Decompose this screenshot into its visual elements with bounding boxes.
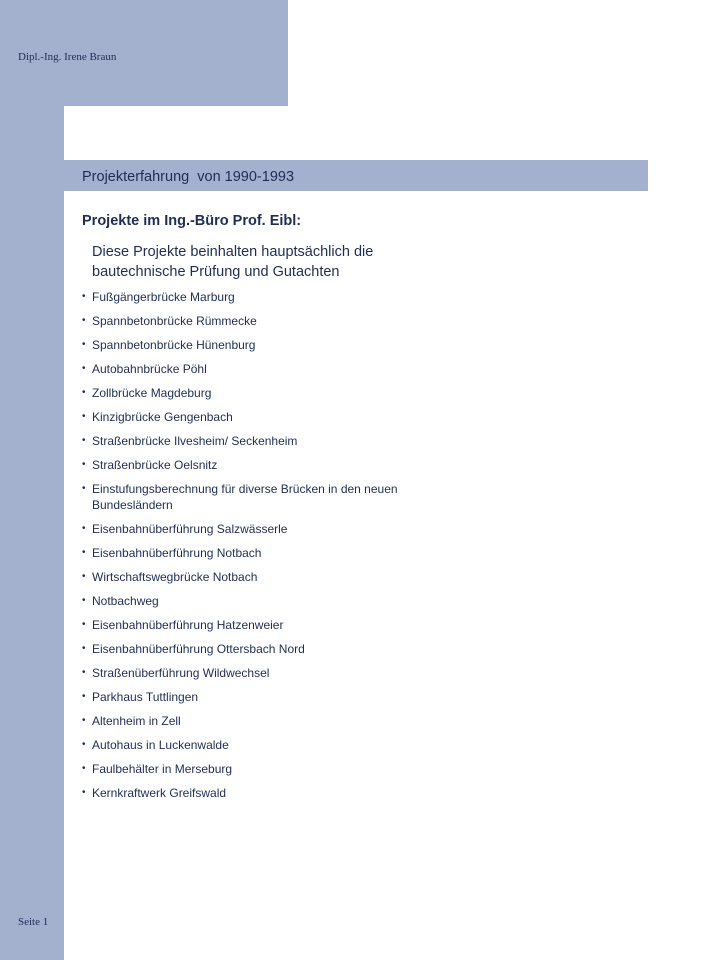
bullet-icon: •	[82, 291, 86, 302]
bullet-icon: •	[82, 483, 86, 494]
list-item	[82, 761, 454, 777]
list-item	[82, 289, 454, 305]
bullet-icon: •	[82, 339, 86, 350]
list-item-label: Spannbetonbrücke Rümmecke	[92, 314, 257, 328]
list-item	[82, 689, 454, 705]
section-heading: Projekte im Ing.-Büro Prof. Eibl:	[82, 213, 302, 229]
page-number: Seite 1	[18, 916, 49, 928]
intro-line-2: bautechnische Prüfung und Gutachten	[92, 264, 340, 280]
list-item	[82, 337, 454, 353]
bullet-icon: •	[82, 363, 86, 374]
bullet-icon: •	[82, 547, 86, 558]
list-item-label: Autobahnbrücke Pöhl	[92, 362, 207, 376]
title-band	[64, 160, 648, 191]
list-item-label: Zollbrücke Magdeburg	[92, 386, 212, 400]
list-item-label: Kinzigbrücke Gengenbach	[92, 410, 233, 424]
list-item	[82, 617, 454, 633]
bullet-icon: •	[82, 787, 86, 798]
bullet-icon: •	[82, 435, 86, 446]
bullet-icon: •	[82, 667, 86, 678]
list-item	[82, 713, 454, 729]
bullet-icon: •	[82, 691, 86, 702]
list-item	[82, 521, 454, 537]
author-name: Dipl.-Ing. Irene Braun	[18, 51, 117, 63]
project-list	[82, 289, 454, 809]
list-item-label: Einstufungsberechnung für diverse Brücken in den neuen Bundesländern	[92, 482, 398, 512]
list-item	[82, 433, 454, 449]
list-item	[82, 545, 454, 561]
list-item-label: Eisenbahnüberführung Salzwässerle	[92, 522, 288, 536]
list-item	[82, 385, 454, 401]
list-item-label: Eisenbahnüberführung Notbach	[92, 546, 262, 560]
list-item-label: Straßenüberführung Wildwechsel	[92, 666, 270, 680]
side-bar	[0, 0, 64, 960]
bullet-icon: •	[82, 643, 86, 654]
intro-line-1: Diese Projekte beinhalten hauptsächlich die	[92, 244, 374, 260]
bullet-icon: •	[82, 715, 86, 726]
list-item	[82, 785, 454, 801]
decorative-curve	[64, 106, 124, 160]
list-item-label: Parkhaus Tuttlingen	[92, 690, 199, 704]
list-item	[82, 737, 454, 753]
bullet-icon: •	[82, 763, 86, 774]
bullet-icon: •	[82, 411, 86, 422]
list-item	[82, 641, 454, 657]
list-item-label: Fußgängerbrücke Marburg	[92, 290, 235, 304]
bullet-icon: •	[82, 315, 86, 326]
list-item	[82, 409, 454, 425]
list-item-label: Notbachweg	[92, 594, 159, 608]
bullet-icon: •	[82, 595, 86, 606]
bullet-icon: •	[82, 459, 86, 470]
list-item	[82, 313, 454, 329]
list-item	[82, 593, 454, 609]
list-item-label: Wirtschaftswegbrücke Notbach	[92, 570, 258, 584]
bullet-icon: •	[82, 619, 86, 630]
list-item	[82, 481, 454, 513]
bullet-icon: •	[82, 739, 86, 750]
list-item	[82, 569, 454, 585]
list-item-label: Spannbetonbrücke Hünenburg	[92, 338, 256, 352]
list-item-label: Kernkraftwerk Greifswald	[92, 786, 227, 800]
bullet-icon: •	[82, 523, 86, 534]
bullet-icon: •	[82, 387, 86, 398]
list-item	[82, 361, 454, 377]
bullet-icon: •	[82, 571, 86, 582]
intro-text	[92, 242, 432, 282]
list-item-label: Straßenbrücke Ilvesheim/ Seckenheim	[92, 434, 298, 448]
list-item	[82, 665, 454, 681]
list-item-label: Autohaus in Luckenwalde	[92, 738, 229, 752]
list-item-label: Straßenbrücke Oelsnitz	[92, 458, 218, 472]
page-title: Projekterfahrung von 1990-1993	[82, 169, 295, 185]
list-item-label: Altenheim in Zell	[92, 714, 181, 728]
list-item-label: Faulbehälter in Merseburg	[92, 762, 233, 776]
list-item-label: Eisenbahnüberführung Hatzenweier	[92, 618, 284, 632]
list-item	[82, 457, 454, 473]
list-item-label: Eisenbahnüberführung Ottersbach Nord	[92, 642, 305, 656]
